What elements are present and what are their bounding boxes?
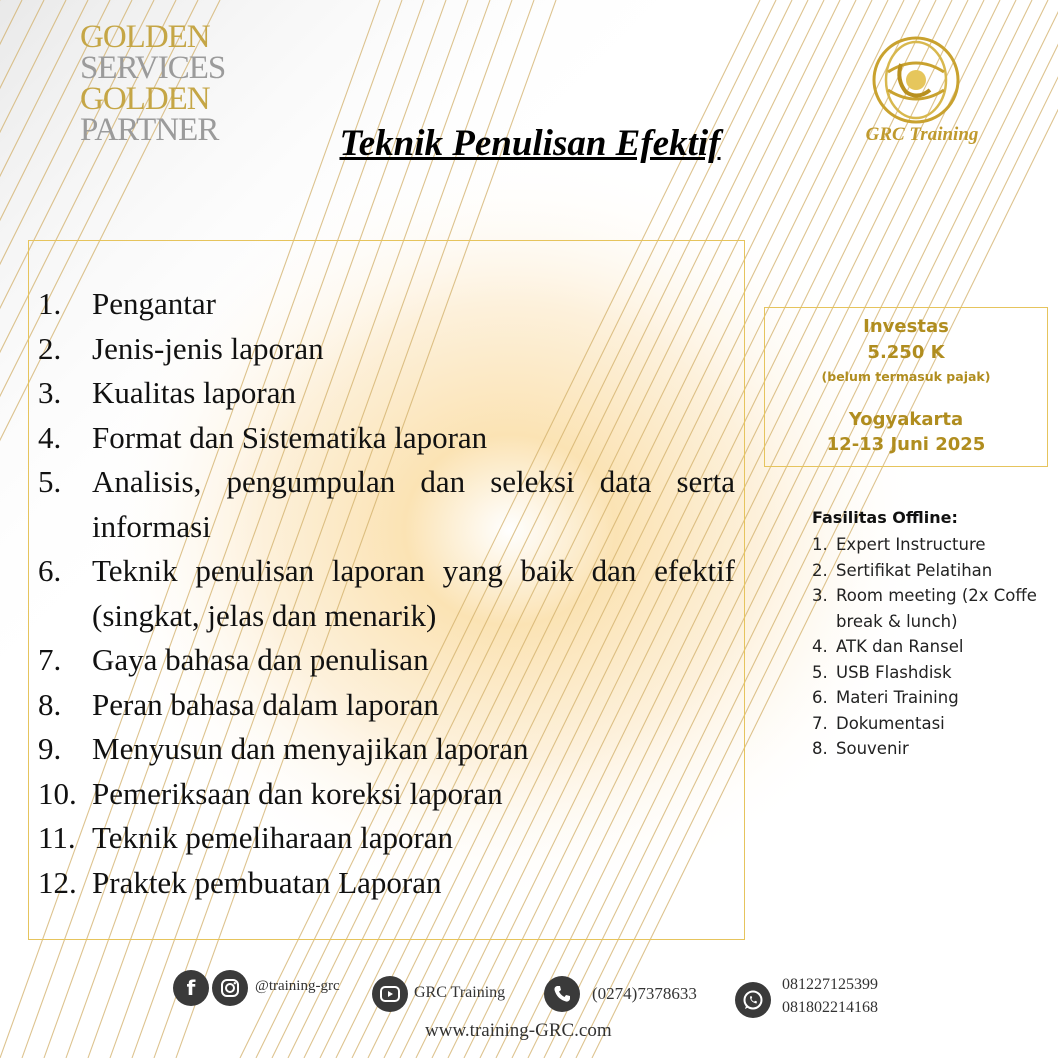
- social-handle[interactable]: @training-grc: [255, 978, 340, 994]
- topic-text: Teknik pemeliharaan laporan: [92, 820, 454, 855]
- facility-text: Dokumentasi: [836, 713, 945, 733]
- topic-item: [38, 549, 735, 638]
- youtube-icon[interactable]: [372, 976, 408, 1012]
- facility-item: [812, 711, 1048, 737]
- facility-number: 2.: [812, 560, 828, 580]
- facility-text: Sertifikat Pelatihan: [836, 560, 993, 580]
- topic-number: 2.: [38, 330, 62, 366]
- topic-item: [38, 638, 735, 683]
- facility-text: Expert Instructure: [836, 535, 986, 554]
- topic-text: Pemeriksaan dan koreksi laporan: [92, 775, 503, 811]
- brand-logo-text: [80, 19, 240, 148]
- facility-text: Room meeting (2x Coffe break & lunch): [836, 586, 1037, 631]
- event-city: Yogyakarta: [848, 409, 964, 430]
- topic-number: 3.: [38, 375, 62, 410]
- facility-item: [812, 583, 1048, 634]
- topic-number: 7.: [38, 642, 62, 677]
- topic-text: Menyusun dan menyajikan laporan: [92, 731, 529, 766]
- price-note: (belum termasuk pajak): [821, 369, 991, 384]
- topic-text: Format dan Sistematika laporan: [92, 419, 488, 455]
- topic-number: 6.: [38, 553, 62, 588]
- topic-number: 5.: [38, 464, 62, 499]
- topic-item: [38, 416, 735, 461]
- facility-text: Souvenir: [836, 739, 909, 758]
- facility-number: 5.: [812, 662, 828, 682]
- facilities-title: Fasilitas Offline:: [812, 508, 958, 527]
- facility-text: ATK dan Ransel: [836, 637, 964, 656]
- topic-item: [38, 727, 735, 772]
- topic-item: [38, 460, 735, 549]
- facility-item: [812, 558, 1048, 584]
- topic-text: Kualitas laporan: [92, 375, 297, 410]
- topic-number: 10.: [38, 775, 77, 811]
- grc-emblem-icon: [866, 34, 966, 126]
- price-amount: 5.250 K: [867, 342, 945, 363]
- price-label: Investas: [863, 316, 949, 337]
- topic-text: Analisis, pengumpulan dan seleksi data serta informasi: [92, 464, 735, 544]
- website-link[interactable]: www.training-GRC.com: [425, 1020, 612, 1041]
- whatsapp-number-2[interactable]: 081802214168: [782, 999, 878, 1016]
- topic-number: 9.: [38, 731, 62, 766]
- topic-text: Praktek pembuatan Laporan: [92, 864, 442, 900]
- phone-number[interactable]: (0274)7378633: [592, 984, 697, 1003]
- topic-text: Gaya bahasa dan penulisan: [92, 642, 429, 677]
- page-title: Teknik Penulisan Efektif: [339, 123, 721, 164]
- topic-item: [38, 683, 735, 728]
- topic-number: 8.: [38, 686, 62, 722]
- topic-number: 1.: [38, 286, 62, 321]
- topic-text: Teknik penulisan laporan yang baik dan efektif (singkat, jelas dan menarik): [92, 553, 735, 633]
- topics-list: [38, 282, 735, 905]
- brand-line-3: GOLDEN: [80, 81, 210, 117]
- facility-item: [812, 685, 1048, 711]
- instagram-icon[interactable]: [212, 970, 248, 1006]
- phone-icon[interactable]: [544, 976, 580, 1012]
- facility-number: 7.: [812, 713, 828, 733]
- event-date: 12-13 Juni 2025: [826, 434, 986, 455]
- topic-item: [38, 861, 735, 906]
- facility-text: USB Flashdisk: [836, 662, 952, 682]
- facility-number: 1.: [812, 535, 828, 554]
- facility-item: [812, 660, 1048, 686]
- facebook-icon[interactable]: f: [173, 970, 209, 1006]
- topic-item: [38, 816, 735, 861]
- brand-line-2: SERVICES: [80, 50, 226, 86]
- whatsapp-icon[interactable]: [735, 982, 771, 1018]
- facility-number: 6.: [812, 688, 828, 707]
- facility-number: 4.: [812, 637, 828, 656]
- brand-line-1: GOLDEN: [80, 19, 210, 55]
- facility-item: [812, 634, 1048, 660]
- topic-item: [38, 772, 735, 817]
- topic-item: [38, 282, 735, 327]
- facilities-list: [812, 532, 1048, 762]
- facility-number: 3.: [812, 586, 828, 605]
- grc-logo-text: GRC Training: [865, 124, 979, 145]
- facility-item: [812, 736, 1048, 762]
- facility-number: 8.: [812, 739, 828, 758]
- topic-text: Jenis-jenis laporan: [92, 330, 324, 366]
- topic-number: 12.: [38, 864, 77, 900]
- topic-number: 4.: [38, 419, 62, 455]
- brand-line-4: PARTNER: [80, 112, 219, 148]
- topic-item: [38, 327, 735, 372]
- facility-item: [812, 532, 1048, 558]
- topic-text: Pengantar: [92, 286, 216, 321]
- price-info-box: [764, 307, 1048, 467]
- youtube-channel[interactable]: GRC Training: [414, 984, 506, 1001]
- topic-number: 11.: [38, 820, 76, 855]
- facility-text: Materi Training: [836, 688, 959, 707]
- topic-text: Peran bahasa dalam laporan: [92, 686, 439, 722]
- topic-item: [38, 371, 735, 416]
- whatsapp-number-1[interactable]: 081227125399: [782, 976, 878, 993]
